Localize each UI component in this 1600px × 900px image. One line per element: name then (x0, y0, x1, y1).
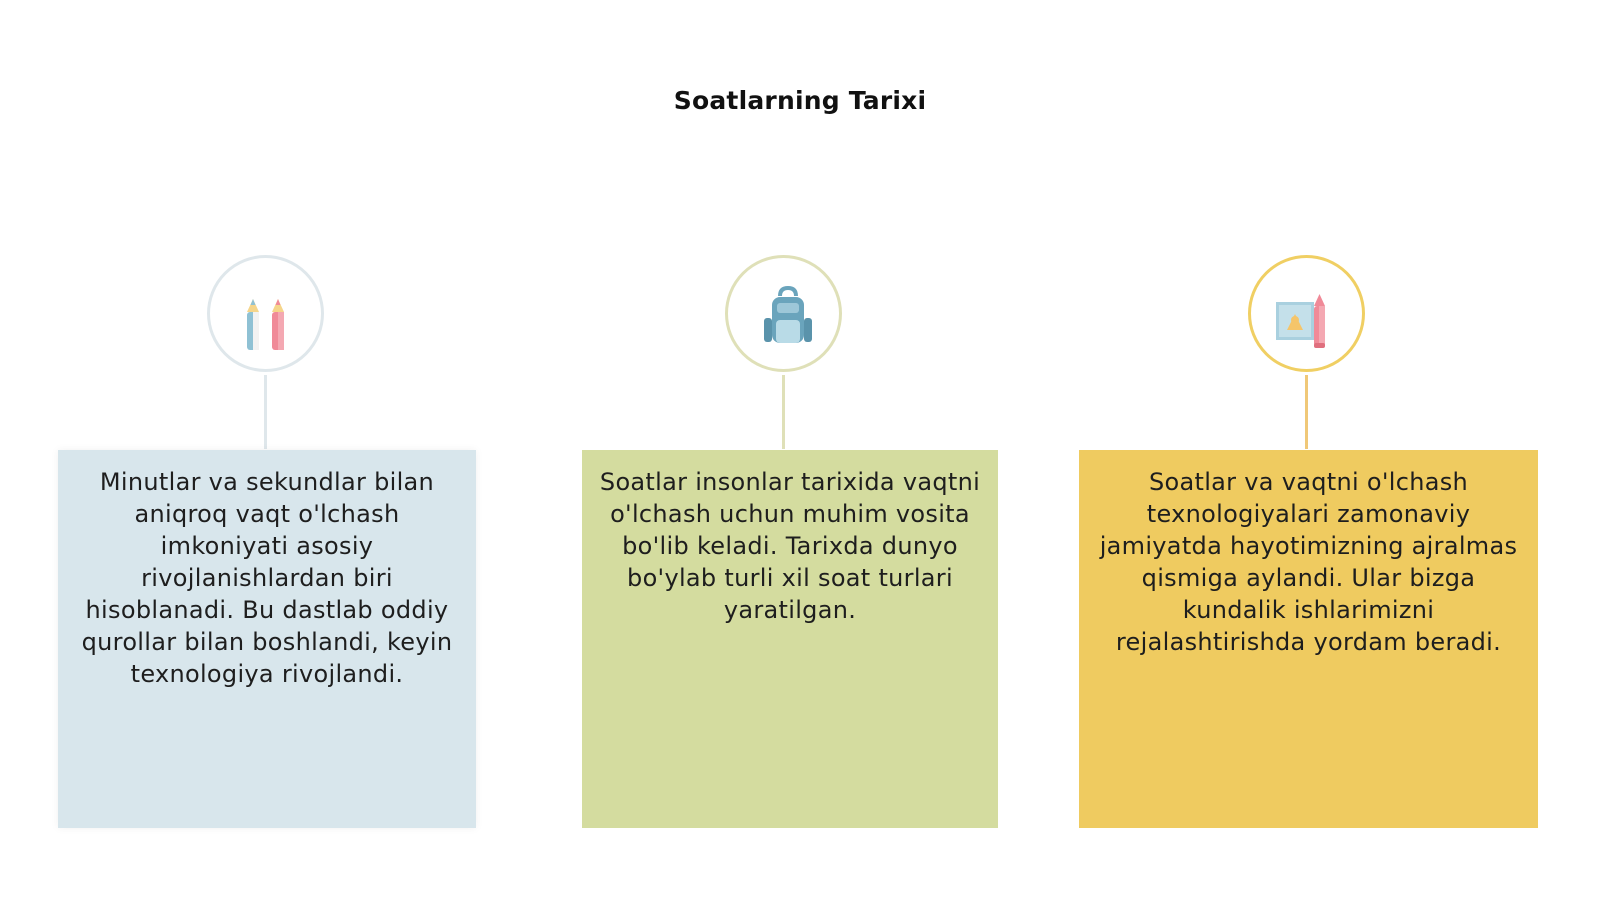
step-3-connector (1305, 375, 1308, 449)
step-2-text: Soatlar insonlar tarixida vaqtni o'lchash uchun muhim vosita bo'lib keladi. Tarixda dunyo bo'ylab turli xil soat turlari yaratilgan. (599, 468, 981, 624)
drawing-board-pencil-icon (1251, 258, 1368, 375)
step-1-text: Minutlar va sekundlar bilan aniqroq vaqt o'lchash imkoniyati asosiy rivojlanishlardan biri hisoblanadi. Bu dastlab oddiy qurollar bilan boshlandi, keyin texnologiya rivojlandi. (81, 468, 453, 688)
step-3-text: Soatlar va vaqtni o'lchash texnologiyalari zamonaviy jamiyatda hayotimizning ajralmas qismiga aylandi. Ular bizga kundalik ishlarimizni rejalashtirishda yordam beradi. (1099, 468, 1518, 656)
step-3-icon-circle (1248, 255, 1365, 372)
step-3-card (1079, 450, 1538, 828)
slide-title: Soatlarning Tarixi (673, 86, 927, 115)
